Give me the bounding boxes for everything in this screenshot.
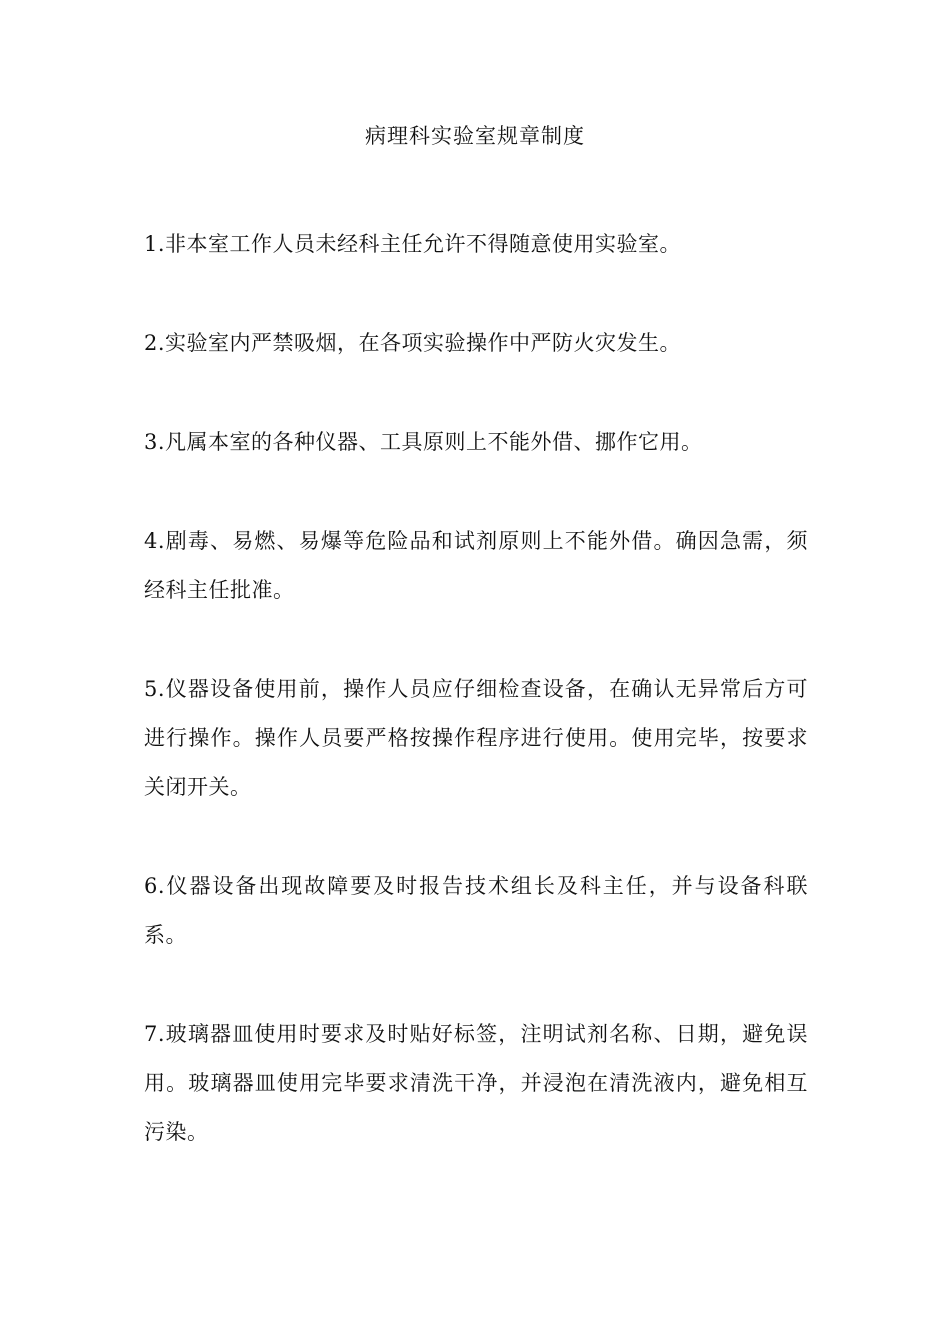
rule-item-6: 6.仪器设备出现故障要及时报告技术组长及科主任，并与设备科联系。 bbox=[144, 874, 808, 947]
rule-item-1: 1.非本室工作人员未经科主任允许不得随意使用实验室。 bbox=[144, 232, 682, 256]
rule-item-5: 5.仪器设备使用前，操作人员应仔细检查设备，在确认无异常后方可进行操作。操作人员要严格按操作程序进行使用。使用完毕，按要求关闭开关。 bbox=[144, 677, 808, 799]
rules-list bbox=[144, 220, 808, 1207]
rule-item-4: 4.剧毒、易燃、易爆等危险品和试剂原则上不能外借。确因急需，须经科主任批准。 bbox=[144, 529, 808, 602]
rule-item-3: 3.凡属本室的各种仪器、工具原则上不能外借、挪作它用。 bbox=[144, 430, 703, 454]
rule-item-2: 2.实验室内严禁吸烟，在各项实验操作中严防火灾发生。 bbox=[144, 331, 682, 355]
document-title: 病理科实验室规章制度 bbox=[365, 124, 585, 148]
rule-item-7: 7.玻璃器皿使用时要求及时贴好标签，注明试剂名称、日期，避免误用。玻璃器皿使用完毕要求清洗干净，并浸泡在清洗液内，避免相互污染。 bbox=[144, 1022, 808, 1144]
